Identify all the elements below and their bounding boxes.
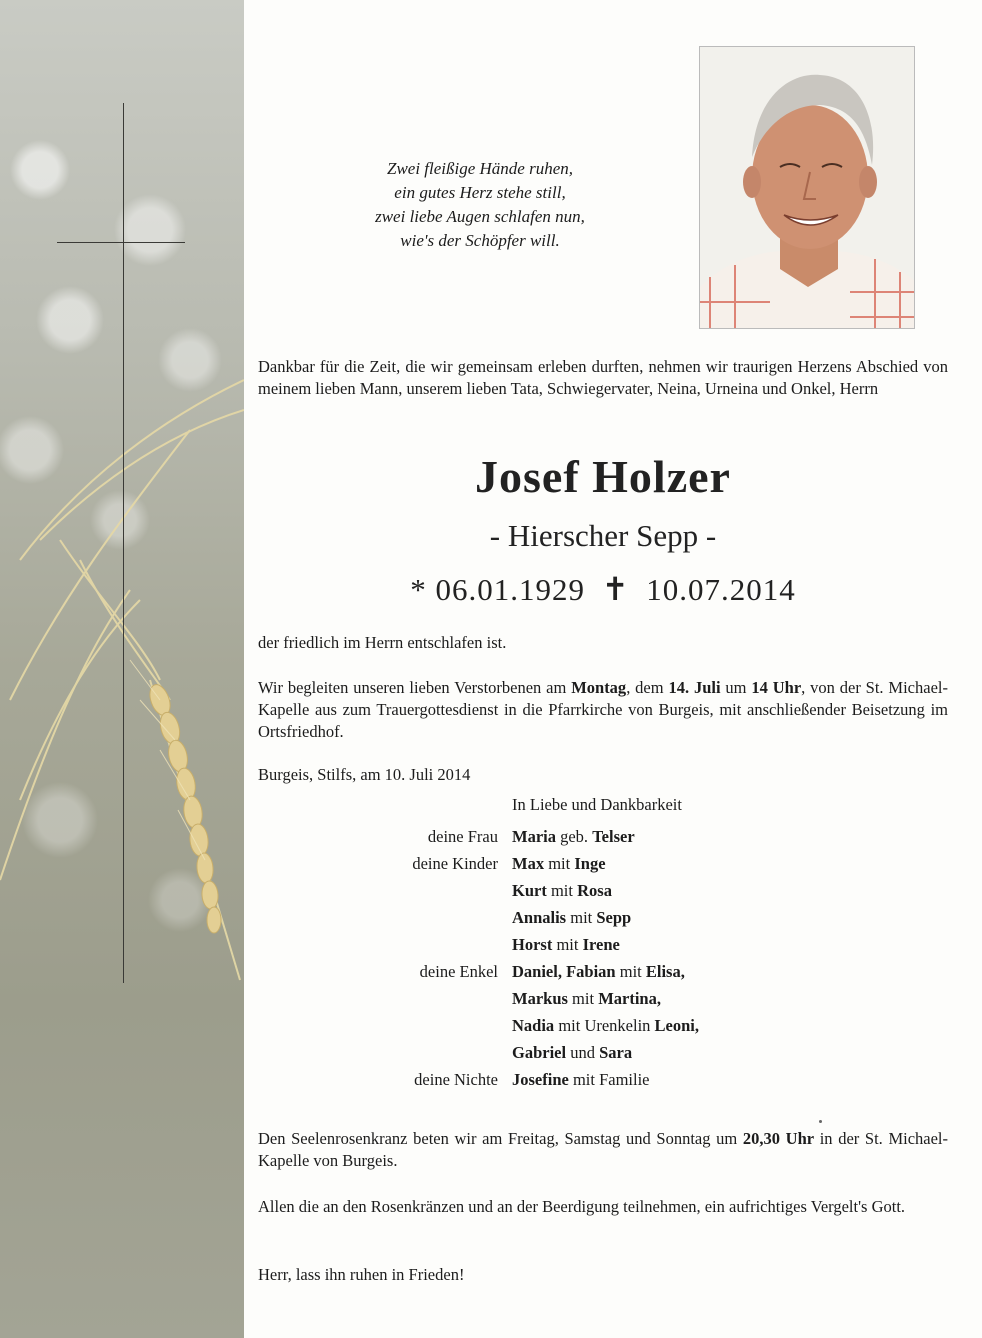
- person-name: Elisa,: [645, 962, 685, 981]
- person-name: Rosa: [577, 881, 612, 900]
- person-name: Sepp: [596, 908, 632, 927]
- connector: mit Familie: [568, 1070, 650, 1089]
- person-name: Irene: [582, 935, 620, 954]
- relation-names: [512, 854, 606, 874]
- relation-names: [512, 1016, 699, 1036]
- closing-greeting: In Liebe und Dankbarkeit: [512, 795, 682, 814]
- relation-names: [512, 989, 661, 1009]
- death-date: 10.07.2014: [646, 572, 796, 607]
- person-name: Max: [512, 854, 545, 873]
- family-row: [258, 908, 948, 935]
- family-row: [258, 1016, 948, 1043]
- family-row: [258, 1043, 948, 1070]
- funeral-text: um: [720, 678, 752, 697]
- person-name: Nadia: [512, 1016, 555, 1035]
- relation-names: [512, 962, 685, 982]
- relation-names: [512, 1043, 632, 1063]
- relation-names: [512, 881, 612, 901]
- cross-vertical-bar: [123, 103, 124, 983]
- rosary-paragraph: [258, 1128, 948, 1172]
- relation-label: deine Enkel: [419, 962, 498, 981]
- birth-date: 06.01.1929: [435, 572, 585, 607]
- intro-paragraph: Dankbar für die Zeit, die wir gemeinsam erleben durften, nehmen wir traurigen Herzens Abschied von meinem lieben Mann, unserem lieben Tata, Schwiegervater, Neina, Urneina und Onkel, Herrn: [258, 357, 948, 398]
- birth-symbol: *: [410, 572, 427, 607]
- life-dates: [258, 570, 948, 608]
- relation-label: deine Nichte: [414, 1070, 498, 1089]
- person-name: Markus: [512, 989, 568, 1008]
- person-name: Daniel, Fabian: [512, 962, 616, 981]
- relation-label: deine Frau: [427, 827, 498, 846]
- connector: geb.: [555, 827, 593, 846]
- person-name: Sara: [599, 1043, 633, 1062]
- funeral-text: Wir begleiten unseren lieben Verstorbenen am: [258, 678, 572, 697]
- verse-line: ein gutes Herz stehe still,: [394, 183, 566, 202]
- passed-text: der friedlich im Herrn entschlafen ist.: [258, 633, 507, 652]
- connector: mit: [615, 962, 646, 981]
- connector: und: [566, 1043, 600, 1062]
- relation-names: [512, 908, 631, 928]
- portrait-photo: [699, 46, 915, 329]
- funeral-text: , von der St. Michael-Kapelle aus zum Trauergottesdienst in die Pfarrkirche von Burgeis, mit anschließender Beisetzung im Ortsfriedhof.: [258, 678, 948, 741]
- connector: mit: [544, 854, 575, 873]
- family-row: [258, 989, 948, 1016]
- relation-names: [512, 827, 635, 847]
- person-name: Josefine: [512, 1070, 569, 1089]
- funeral-paragraph: [258, 677, 948, 743]
- family-row: [258, 881, 948, 908]
- relation-names: [512, 935, 620, 955]
- connector: mit: [552, 935, 583, 954]
- person-name: Maria: [512, 827, 556, 846]
- wheat-ear-illustration: [0, 0, 244, 1338]
- person-name: Kurt: [512, 881, 547, 900]
- memorial-verse: [330, 157, 630, 253]
- family-row: [258, 1070, 948, 1097]
- funeral-date: 14. Juli: [668, 678, 721, 697]
- rosary-time: 20,30 Uhr: [742, 1129, 815, 1148]
- family-row: [258, 935, 948, 962]
- relation-names: [512, 1070, 650, 1090]
- connector: mit: [546, 881, 578, 900]
- connector: mit: [566, 908, 597, 927]
- verse-line: zwei liebe Augen schlafen nun,: [375, 207, 585, 226]
- person-name: Inge: [574, 854, 606, 873]
- rosary-text: in der St. Michael-Kapelle von Burgeis.: [258, 1129, 949, 1170]
- family-row: [258, 795, 948, 822]
- decorative-side-panel: [0, 0, 244, 1338]
- portrait-illustration: [700, 47, 915, 329]
- person-name: Martina,: [598, 989, 661, 1008]
- rosary-text: Den Seelenrosenkranz beten wir am Freitag, Samstag und Sonntag um: [258, 1129, 743, 1148]
- thanks-paragraph: Allen die an den Rosenkränzen und an der Beerdigung teilnehmen, ein aufrichtiges Vergelt's Gott.: [258, 1197, 906, 1216]
- cross-icon: ✝: [601, 571, 630, 607]
- funeral-time: 14 Uhr: [751, 678, 802, 697]
- funeral-day: Montag: [571, 678, 627, 697]
- person-name: Leoni,: [654, 1016, 700, 1035]
- deceased-nickname: - Hierscher Sepp -: [489, 518, 717, 553]
- family-row: [258, 962, 948, 989]
- ink-speck: [819, 1120, 822, 1123]
- person-name: Telser: [592, 827, 635, 846]
- deceased-name: Josef Holzer: [475, 451, 731, 502]
- connector: mit Urenkelin: [554, 1016, 655, 1035]
- cross-horizontal-bar: [57, 242, 185, 243]
- family-row: [258, 827, 948, 854]
- person-name: Annalis: [512, 908, 567, 927]
- funeral-text: , dem: [626, 678, 669, 697]
- verse-line: wie's der Schöpfer will.: [400, 231, 560, 250]
- relation-label: deine Kinder: [412, 854, 498, 873]
- place-date: Burgeis, Stilfs, am 10. Juli 2014: [258, 765, 471, 784]
- family-row: [258, 854, 948, 881]
- final-line: Herr, lass ihn ruhen in Frieden!: [258, 1265, 465, 1284]
- person-name: Gabriel: [512, 1043, 567, 1062]
- verse-line: Zwei fleißige Hände ruhen,: [386, 159, 574, 178]
- connector: mit: [567, 989, 599, 1008]
- person-name: Horst: [512, 935, 553, 954]
